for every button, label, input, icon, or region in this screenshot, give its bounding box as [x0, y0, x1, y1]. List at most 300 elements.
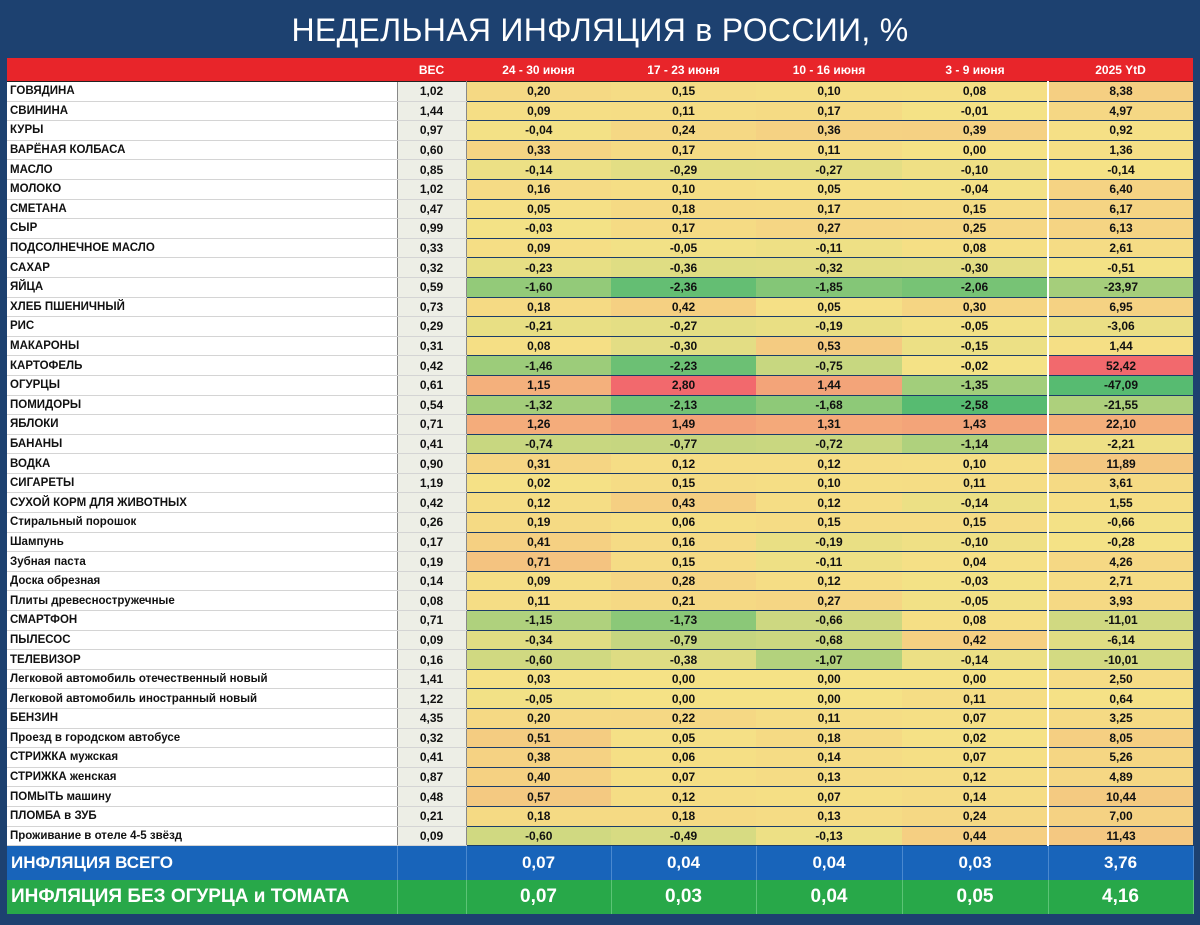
table-row [7, 473, 1193, 493]
ytd-cell: 0,92 [1048, 121, 1193, 141]
table-row [7, 728, 1193, 748]
value-cell: 0,33 [466, 140, 611, 160]
value-cell: 0,12 [611, 454, 756, 474]
row-label: Проезд в городском автобусе [7, 728, 397, 748]
value-cell: -0,10 [902, 160, 1048, 180]
value-cell: 0,07 [611, 767, 756, 787]
value-cell: 0,30 [902, 297, 1048, 317]
value-cell: -2,06 [902, 277, 1048, 297]
total-value-cell: 0,04 [611, 846, 756, 881]
value-cell: 0,40 [466, 767, 611, 787]
row-label: ГОВЯДИНА [7, 82, 397, 102]
total-value-cell: 0,04 [756, 880, 902, 914]
value-cell: 0,12 [756, 454, 902, 474]
value-cell: 0,38 [466, 748, 611, 768]
row-label: САХАР [7, 258, 397, 278]
value-cell: 0,05 [756, 179, 902, 199]
ytd-cell: 11,89 [1048, 454, 1193, 474]
value-cell: -0,14 [466, 160, 611, 180]
value-cell: 0,36 [756, 121, 902, 141]
weight-cell: 0,54 [397, 395, 466, 415]
table-row [7, 336, 1193, 356]
table-row [7, 395, 1193, 415]
value-cell: 0,18 [611, 806, 756, 826]
value-cell: -0,10 [902, 532, 1048, 552]
value-cell: -0,34 [466, 630, 611, 650]
value-cell: 0,15 [611, 552, 756, 572]
ytd-cell: 6,40 [1048, 179, 1193, 199]
weight-cell: 0,33 [397, 238, 466, 258]
total-value-cell: 0,03 [902, 846, 1048, 881]
value-cell: 1,31 [756, 415, 902, 435]
table-row [7, 591, 1193, 611]
row-label: СЫР [7, 219, 397, 239]
row-label: ПЫЛЕСОС [7, 630, 397, 650]
value-cell: 0,03 [466, 669, 611, 689]
value-cell: 0,05 [466, 199, 611, 219]
total-value-cell: 0,07 [466, 846, 611, 881]
value-cell: 0,41 [466, 532, 611, 552]
row-label: СТРИЖКА женская [7, 767, 397, 787]
table-row [7, 787, 1193, 807]
total-value-cell: 0,07 [466, 880, 611, 914]
value-cell: -0,11 [756, 238, 902, 258]
value-cell: 0,00 [902, 669, 1048, 689]
value-cell: 1,43 [902, 415, 1048, 435]
ytd-cell: -0,14 [1048, 160, 1193, 180]
value-cell: -0,60 [466, 826, 611, 846]
ytd-cell: 10,44 [1048, 787, 1193, 807]
value-cell: 0,15 [902, 199, 1048, 219]
ytd-cell: -10,01 [1048, 650, 1193, 670]
page-title: НЕДЕЛЬНАЯ ИНФЛЯЦИЯ в РОССИИ, % [291, 12, 909, 48]
value-cell: -2,23 [611, 356, 756, 376]
value-cell: 0,42 [902, 630, 1048, 650]
header-weight: ВЕС [397, 58, 466, 82]
value-cell: -0,68 [756, 630, 902, 650]
value-cell: 0,12 [466, 493, 611, 513]
ytd-cell: 6,95 [1048, 297, 1193, 317]
value-cell: -1,14 [902, 434, 1048, 454]
ytd-cell: -3,06 [1048, 317, 1193, 337]
value-cell: 0,12 [756, 493, 902, 513]
value-cell: -0,38 [611, 650, 756, 670]
value-cell: 0,09 [466, 238, 611, 258]
total-value-cell: 0,05 [902, 880, 1048, 914]
row-label: РИС [7, 317, 397, 337]
weight-cell: 0,32 [397, 258, 466, 278]
value-cell: 0,10 [756, 82, 902, 102]
value-cell: -2,58 [902, 395, 1048, 415]
weight-cell: 0,42 [397, 493, 466, 513]
ytd-cell: -11,01 [1048, 611, 1193, 631]
total-label: ИНФЛЯЦИЯ БЕЗ ОГУРЦА и ТОМАТА [7, 880, 397, 914]
weight-cell: 0,47 [397, 199, 466, 219]
row-label: КУРЫ [7, 121, 397, 141]
value-cell: -0,05 [611, 238, 756, 258]
row-label: Легковой автомобиль отечественный новый [7, 669, 397, 689]
value-cell: -0,05 [902, 317, 1048, 337]
value-cell: 0,15 [902, 513, 1048, 533]
ytd-cell: 3,93 [1048, 591, 1193, 611]
total-value-cell: 0,04 [756, 846, 902, 881]
value-cell: -0,32 [756, 258, 902, 278]
ytd-cell: -2,21 [1048, 434, 1193, 454]
value-cell: -0,15 [902, 336, 1048, 356]
row-label: СУХОЙ КОРМ ДЛЯ ЖИВОТНЫХ [7, 493, 397, 513]
value-cell: -0,05 [902, 591, 1048, 611]
value-cell: 0,00 [756, 689, 902, 709]
inflation-table [7, 58, 1194, 914]
value-cell: 0,18 [466, 806, 611, 826]
value-cell: 1,26 [466, 415, 611, 435]
value-cell: 2,80 [611, 375, 756, 395]
value-cell: 0,39 [902, 121, 1048, 141]
header-week-4: 3 - 9 июня [902, 58, 1048, 82]
table-row [7, 650, 1193, 670]
row-label: МАСЛО [7, 160, 397, 180]
ytd-cell: 1,44 [1048, 336, 1193, 356]
value-cell: 0,00 [756, 669, 902, 689]
total-weight-empty [397, 846, 466, 881]
ytd-cell: -0,51 [1048, 258, 1193, 278]
ytd-cell: 0,64 [1048, 689, 1193, 709]
value-cell: 0,08 [466, 336, 611, 356]
row-label: СМЕТАНА [7, 199, 397, 219]
ytd-cell: 1,36 [1048, 140, 1193, 160]
table-row [7, 101, 1193, 121]
value-cell: -0,05 [466, 689, 611, 709]
table-row [7, 748, 1193, 768]
value-cell: 0,24 [902, 806, 1048, 826]
value-cell: 0,08 [902, 611, 1048, 631]
weight-cell: 0,21 [397, 806, 466, 826]
value-cell: -0,21 [466, 317, 611, 337]
value-cell: 0,05 [756, 297, 902, 317]
weight-cell: 0,16 [397, 650, 466, 670]
table-row [7, 160, 1193, 180]
value-cell: -0,19 [756, 317, 902, 337]
value-cell: 0,10 [611, 179, 756, 199]
value-cell: 0,24 [611, 121, 756, 141]
value-cell: -1,68 [756, 395, 902, 415]
row-label: ЯЙЦА [7, 277, 397, 297]
value-cell: 1,15 [466, 375, 611, 395]
ytd-cell: 3,25 [1048, 709, 1193, 729]
value-cell: -0,04 [466, 121, 611, 141]
value-cell: 0,51 [466, 728, 611, 748]
ytd-cell: 4,26 [1048, 552, 1193, 572]
value-cell: 0,04 [902, 552, 1048, 572]
weight-cell: 0,17 [397, 532, 466, 552]
table-row [7, 297, 1193, 317]
weight-cell: 1,44 [397, 101, 466, 121]
value-cell: 0,12 [902, 767, 1048, 787]
value-cell: 0,15 [756, 513, 902, 533]
total-row [7, 846, 1193, 881]
value-cell: 0,00 [611, 669, 756, 689]
total-ytd-cell: 3,76 [1048, 846, 1193, 881]
ytd-cell: 11,43 [1048, 826, 1193, 846]
weight-cell: 0,41 [397, 748, 466, 768]
weight-cell: 0,08 [397, 591, 466, 611]
ytd-cell: 2,61 [1048, 238, 1193, 258]
value-cell: 0,12 [756, 571, 902, 591]
header-week-3: 10 - 16 июня [756, 58, 902, 82]
value-cell: 0,07 [902, 709, 1048, 729]
weight-cell: 0,71 [397, 611, 466, 631]
total-label: ИНФЛЯЦИЯ ВСЕГО [7, 846, 397, 881]
table-row [7, 219, 1193, 239]
value-cell: 0,44 [902, 826, 1048, 846]
ytd-cell: -0,66 [1048, 513, 1193, 533]
value-cell: 0,57 [466, 787, 611, 807]
row-label: Легковой автомобиль иностранный новый [7, 689, 397, 709]
value-cell: 0,09 [466, 571, 611, 591]
table-row [7, 513, 1193, 533]
value-cell: 0,05 [611, 728, 756, 748]
value-cell: 0,11 [902, 689, 1048, 709]
value-cell: -0,75 [756, 356, 902, 376]
value-cell: -0,01 [902, 101, 1048, 121]
row-label: ОГУРЦЫ [7, 375, 397, 395]
value-cell: 0,12 [611, 787, 756, 807]
value-cell: 0,11 [611, 101, 756, 121]
value-cell: -1,35 [902, 375, 1048, 395]
table-row [7, 82, 1193, 102]
ytd-cell: 3,61 [1048, 473, 1193, 493]
value-cell: 0,15 [611, 82, 756, 102]
weight-cell: 0,99 [397, 219, 466, 239]
header-ytd: 2025 YtD [1048, 58, 1193, 82]
row-label: ПЛОМБА в ЗУБ [7, 806, 397, 826]
row-label: БЕНЗИН [7, 709, 397, 729]
ytd-cell: 4,89 [1048, 767, 1193, 787]
ytd-cell: 8,05 [1048, 728, 1193, 748]
value-cell: 1,44 [756, 375, 902, 395]
value-cell: 0,07 [756, 787, 902, 807]
weight-cell: 1,41 [397, 669, 466, 689]
value-cell: 0,06 [611, 513, 756, 533]
weight-cell: 0,19 [397, 552, 466, 572]
weight-cell: 0,90 [397, 454, 466, 474]
total-ytd-cell: 4,16 [1048, 880, 1193, 914]
row-label: Зубная паста [7, 552, 397, 572]
value-cell: -0,36 [611, 258, 756, 278]
table-row [7, 454, 1193, 474]
value-cell: 0,11 [466, 591, 611, 611]
weight-cell: 1,02 [397, 82, 466, 102]
row-label: Проживание в отеле 4-5 звёзд [7, 826, 397, 846]
table-row [7, 434, 1193, 454]
value-cell: -0,77 [611, 434, 756, 454]
row-label: СМАРТФОН [7, 611, 397, 631]
weight-cell: 0,73 [397, 297, 466, 317]
table-row [7, 356, 1193, 376]
ytd-cell: 6,17 [1048, 199, 1193, 219]
row-label: СВИНИНА [7, 101, 397, 121]
table-row [7, 630, 1193, 650]
value-cell: 0,18 [611, 199, 756, 219]
value-cell: 0,53 [756, 336, 902, 356]
weight-cell: 0,41 [397, 434, 466, 454]
ytd-cell: 52,42 [1048, 356, 1193, 376]
value-cell: -0,79 [611, 630, 756, 650]
table-row [7, 709, 1193, 729]
row-label: ВАРЁНАЯ КОЛБАСА [7, 140, 397, 160]
table-row [7, 238, 1193, 258]
table-body [7, 82, 1193, 915]
value-cell: 0,18 [756, 728, 902, 748]
header-name [7, 58, 397, 82]
value-cell: 0,17 [756, 101, 902, 121]
value-cell: -1,60 [466, 277, 611, 297]
value-cell: 0,07 [902, 748, 1048, 768]
value-cell: -0,11 [756, 552, 902, 572]
value-cell: -0,13 [756, 826, 902, 846]
value-cell: -1,73 [611, 611, 756, 631]
total-excl-row [7, 880, 1193, 914]
weight-cell: 0,87 [397, 767, 466, 787]
value-cell: -0,14 [902, 493, 1048, 513]
weight-cell: 0,09 [397, 630, 466, 650]
value-cell: 0,13 [756, 806, 902, 826]
ytd-cell: -47,09 [1048, 375, 1193, 395]
value-cell: 0,16 [611, 532, 756, 552]
row-label: КАРТОФЕЛЬ [7, 356, 397, 376]
value-cell: 0,10 [756, 473, 902, 493]
value-cell: 0,28 [611, 571, 756, 591]
value-cell: -0,49 [611, 826, 756, 846]
value-cell: 0,17 [756, 199, 902, 219]
value-cell: -0,72 [756, 434, 902, 454]
value-cell: -0,60 [466, 650, 611, 670]
total-weight-empty [397, 880, 466, 914]
value-cell: 0,43 [611, 493, 756, 513]
ytd-cell: -23,97 [1048, 277, 1193, 297]
value-cell: 0,27 [756, 219, 902, 239]
row-label: ТЕЛЕВИЗОР [7, 650, 397, 670]
value-cell: 0,15 [611, 473, 756, 493]
value-cell: -1,15 [466, 611, 611, 631]
value-cell: 0,16 [466, 179, 611, 199]
weight-cell: 0,85 [397, 160, 466, 180]
weight-cell: 0,48 [397, 787, 466, 807]
value-cell: -2,36 [611, 277, 756, 297]
value-cell: 0,06 [611, 748, 756, 768]
value-cell: 0,14 [756, 748, 902, 768]
value-cell: 0,02 [902, 728, 1048, 748]
value-cell: 0,20 [466, 82, 611, 102]
ytd-cell: 2,50 [1048, 669, 1193, 689]
table-row [7, 277, 1193, 297]
header-week-1: 24 - 30 июня [466, 58, 611, 82]
table-row [7, 689, 1193, 709]
value-cell: 0,08 [902, 238, 1048, 258]
row-label: Шампунь [7, 532, 397, 552]
value-cell: -0,02 [902, 356, 1048, 376]
weight-cell: 0,59 [397, 277, 466, 297]
header-week-2: 17 - 23 июня [611, 58, 756, 82]
value-cell: 1,49 [611, 415, 756, 435]
value-cell: 0,19 [466, 513, 611, 533]
table-row [7, 121, 1193, 141]
value-cell: -0,29 [611, 160, 756, 180]
value-cell: -0,23 [466, 258, 611, 278]
row-label: СИГАРЕТЫ [7, 473, 397, 493]
value-cell: 0,09 [466, 101, 611, 121]
header-row [7, 58, 1193, 82]
weight-cell: 0,60 [397, 140, 466, 160]
ytd-cell: 4,97 [1048, 101, 1193, 121]
table-row [7, 571, 1193, 591]
table-row [7, 669, 1193, 689]
ytd-cell: 7,00 [1048, 806, 1193, 826]
ytd-cell: 6,13 [1048, 219, 1193, 239]
value-cell: -0,03 [466, 219, 611, 239]
ytd-cell: 1,55 [1048, 493, 1193, 513]
value-cell: 0,10 [902, 454, 1048, 474]
table-row [7, 493, 1193, 513]
value-cell: -2,13 [611, 395, 756, 415]
row-label: ПОДСОЛНЕЧНОЕ МАСЛО [7, 238, 397, 258]
value-cell: 0,13 [756, 767, 902, 787]
value-cell: -0,19 [756, 532, 902, 552]
value-cell: -0,03 [902, 571, 1048, 591]
table-row [7, 258, 1193, 278]
ytd-cell: -6,14 [1048, 630, 1193, 650]
row-label: ВОДКА [7, 454, 397, 474]
weight-cell: 1,02 [397, 179, 466, 199]
row-label: Доска обрезная [7, 571, 397, 591]
value-cell: -0,27 [756, 160, 902, 180]
table-row [7, 375, 1193, 395]
value-cell: 0,20 [466, 709, 611, 729]
ytd-cell: 8,38 [1048, 82, 1193, 102]
weight-cell: 1,19 [397, 473, 466, 493]
value-cell: 0,08 [902, 82, 1048, 102]
table-row [7, 767, 1193, 787]
table-row [7, 826, 1193, 846]
value-cell: -0,66 [756, 611, 902, 631]
value-cell: -0,30 [902, 258, 1048, 278]
value-cell: 0,27 [756, 591, 902, 611]
row-label: МОЛОКО [7, 179, 397, 199]
value-cell: 0,22 [611, 709, 756, 729]
table-row [7, 532, 1193, 552]
ytd-cell: -21,55 [1048, 395, 1193, 415]
value-cell: 0,71 [466, 552, 611, 572]
value-cell: -1,46 [466, 356, 611, 376]
value-cell: 0,11 [756, 140, 902, 160]
weight-cell: 4,35 [397, 709, 466, 729]
ytd-cell: 2,71 [1048, 571, 1193, 591]
value-cell: 0,00 [902, 140, 1048, 160]
value-cell: -1,85 [756, 277, 902, 297]
table-row [7, 140, 1193, 160]
total-value-cell: 0,03 [611, 880, 756, 914]
value-cell: -0,14 [902, 650, 1048, 670]
row-label: ПОМИДОРЫ [7, 395, 397, 415]
weight-cell: 0,09 [397, 826, 466, 846]
weight-cell: 0,71 [397, 415, 466, 435]
row-label: БАНАНЫ [7, 434, 397, 454]
weight-cell: 0,26 [397, 513, 466, 533]
value-cell: 0,11 [756, 709, 902, 729]
weight-cell: 0,97 [397, 121, 466, 141]
table-row [7, 415, 1193, 435]
weight-cell: 0,32 [397, 728, 466, 748]
